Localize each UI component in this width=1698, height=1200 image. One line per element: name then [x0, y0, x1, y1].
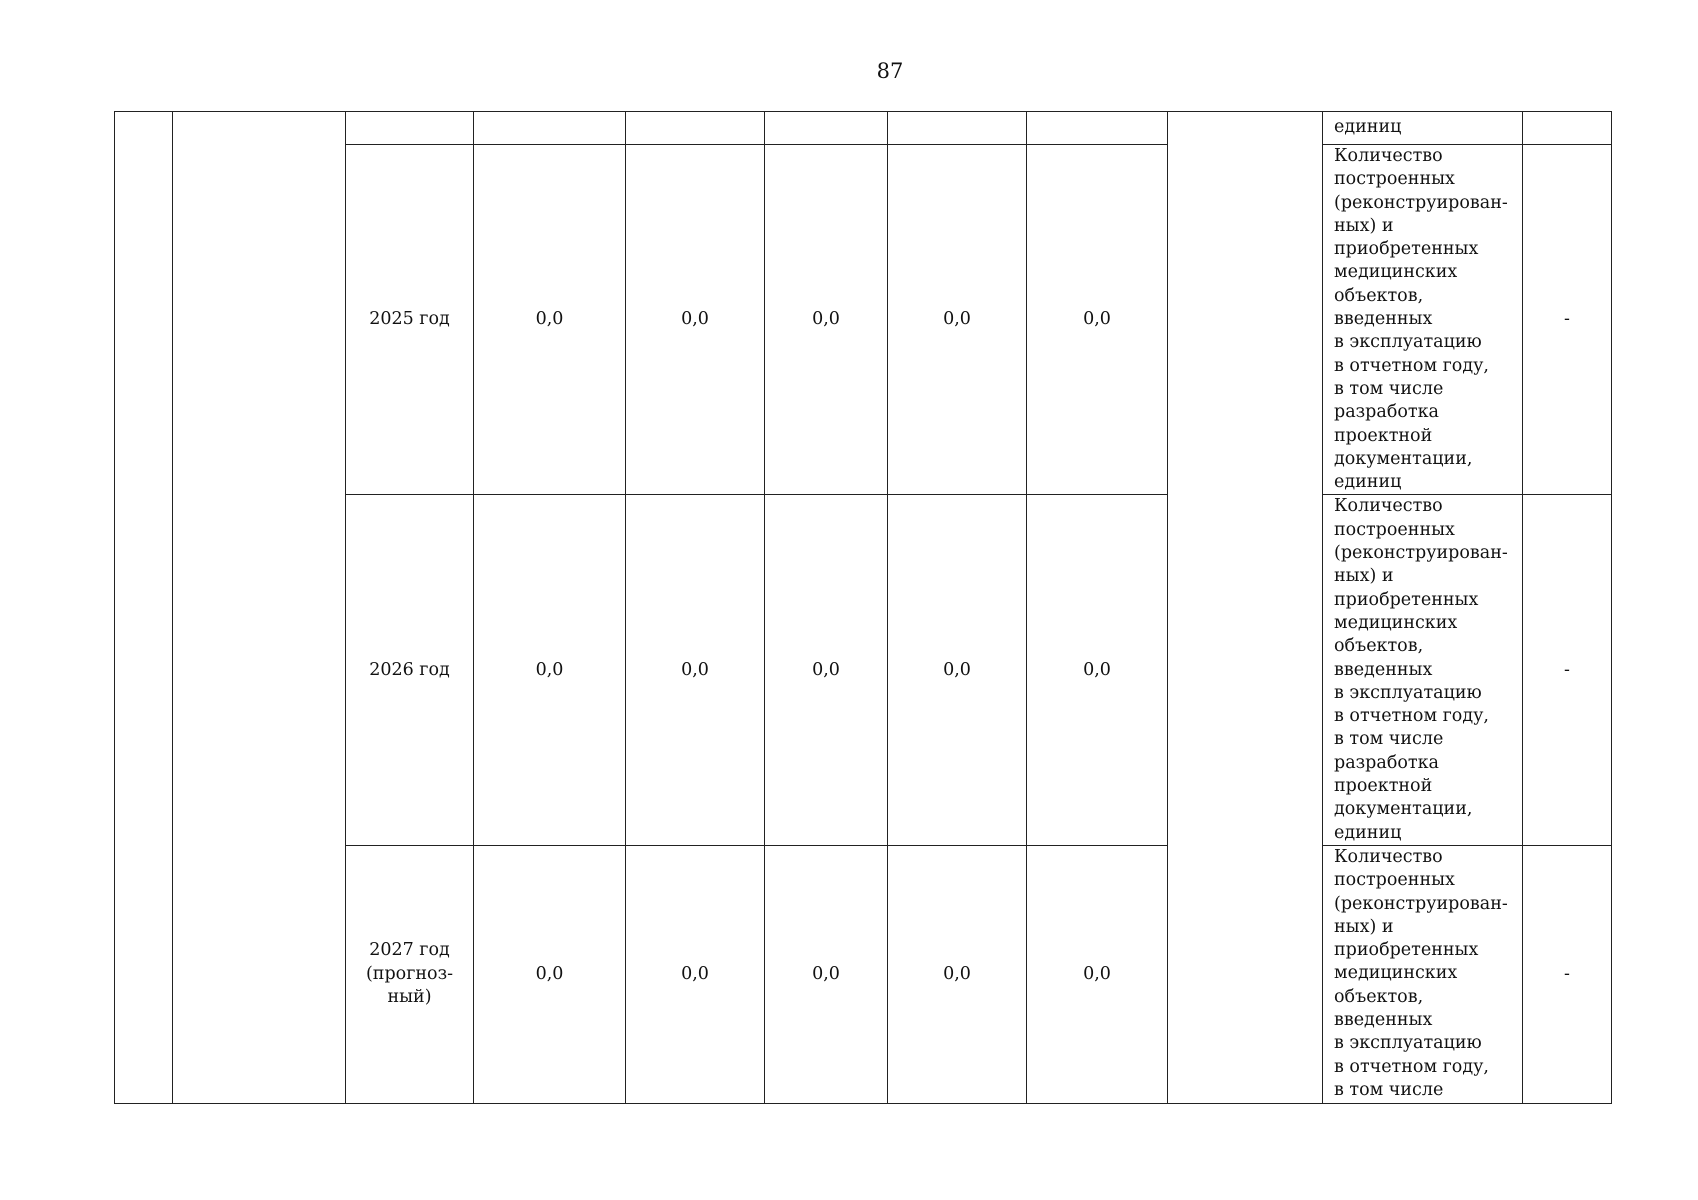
executor-cell [1168, 112, 1323, 1104]
value-cell: 0,0 [626, 495, 765, 845]
year-cell [346, 495, 474, 845]
year-label: 2026 год [369, 659, 450, 680]
year-cell [346, 145, 474, 495]
value-cell: 0,0 [1027, 145, 1168, 495]
indicator-cell: Количество построенных (реконструирован- ных) и приобретенных медицинских объектов, введенных в эксплуатацию в отчетном году, в том числе разработка проектной документации, единиц [1323, 145, 1523, 495]
value-cell [1027, 112, 1168, 145]
value-cell: 0,0 [474, 495, 626, 845]
value-cell: 0,0 [626, 145, 765, 495]
year-label: 2025 год [369, 309, 450, 330]
value-cell: 0,0 [1027, 495, 1168, 845]
value-cell: 0,0 [765, 145, 888, 495]
page-number: 87 [876, 59, 904, 83]
value-cell [888, 112, 1027, 145]
value-cell: 0,0 [765, 495, 888, 845]
year-label: 2027 год (прогноз- ный) [365, 940, 454, 1008]
value-cell: 0,0 [626, 845, 765, 1103]
value-cell: 0,0 [888, 495, 1027, 845]
value-cell [765, 112, 888, 145]
value-cell [474, 112, 626, 145]
value-cell: 0,0 [1027, 845, 1168, 1103]
target-value-cell: - [1523, 845, 1612, 1103]
table-row [115, 112, 1612, 145]
event-name-cell [173, 112, 346, 1104]
value-cell: 0,0 [474, 845, 626, 1103]
target-value-cell: - [1523, 495, 1612, 845]
indicator-cell: Количество построенных (реконструирован- ных) и приобретенных медицинских объектов, введенных в эксплуатацию в отчетном году, в том числе разработка проектной документации, единиц [1323, 495, 1523, 845]
value-cell: 0,0 [765, 845, 888, 1103]
value-cell [626, 112, 765, 145]
indicator-cell: Количество построенных (реконструирован- ных) и приобретенных медицинских объектов, введенных в эксплуатацию в отчетном году, в том числе [1323, 845, 1523, 1103]
year-cell [346, 845, 474, 1103]
number-cell [115, 112, 173, 1104]
target-value-cell [1523, 112, 1612, 145]
value-cell: 0,0 [888, 145, 1027, 495]
value-cell: 0,0 [474, 145, 626, 495]
year-cell [346, 112, 474, 145]
data-table [114, 111, 1612, 1104]
value-cell: 0,0 [888, 845, 1027, 1103]
indicator-cell: единиц [1323, 112, 1523, 145]
target-value-cell: - [1523, 145, 1612, 495]
